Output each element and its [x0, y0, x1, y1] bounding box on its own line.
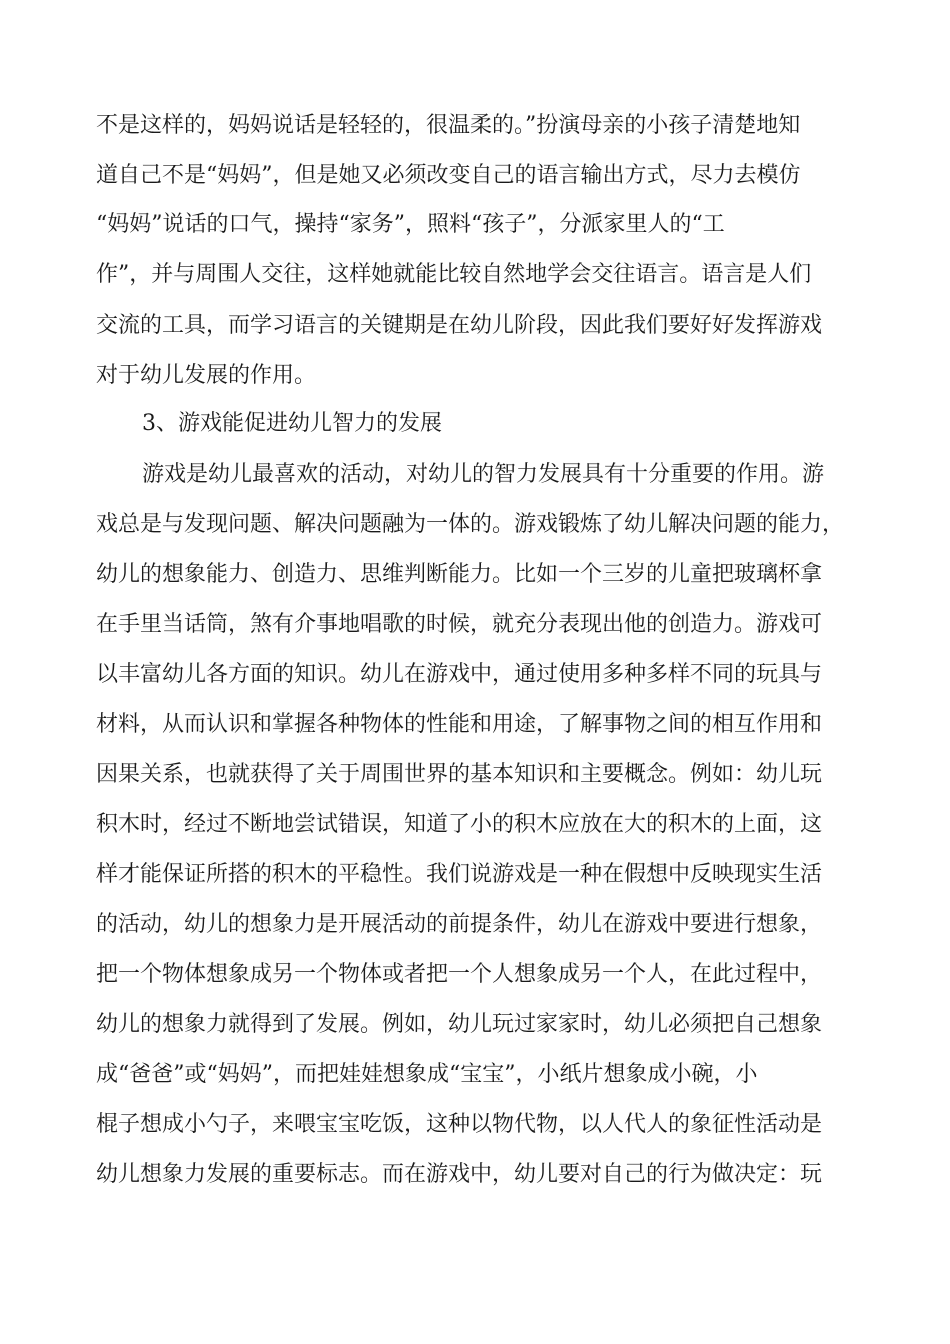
paragraph-2-line-12: 幼儿的想象力就得到了发展。例如，幼儿玩过家家时，幼儿必须把自己想象	[96, 1012, 823, 1037]
paragraph-2-line-9: 样才能保证所搭的积木的平稳性。我们说游戏是一种在假想中反映现实生活	[96, 862, 823, 887]
paragraph-1-line-6: 对于幼儿发展的作用。	[96, 363, 317, 388]
paragraph-1-line-4: 作”，并与周围人交往，这样她就能比较自然地学会交往语言。语言是人们	[96, 262, 812, 287]
paragraph-1-line-5: 交流的工具，而学习语言的关键期是在幼儿阶段，因此我们要好好发挥游戏	[96, 313, 823, 338]
paragraph-2-line-6: 材料，从而认识和掌握各种物体的性能和用途，了解事物之间的相互作用和	[96, 712, 823, 737]
paragraph-2-line-5: 以丰富幼儿各方面的知识。幼儿在游戏中，通过使用多种多样不同的玩具与	[96, 662, 823, 687]
paragraph-2-line-14: 棍子想成小勺子，来喂宝宝吃饭，这种以物代物，以人代人的象征性活动是	[96, 1112, 823, 1137]
paragraph-2-line-15: 幼儿想象力发展的重要标志。而在游戏中，幼儿要对自己的行为做决定：玩	[96, 1162, 823, 1187]
section-heading: 3、游戏能促进幼儿智力的发展	[142, 411, 442, 436]
paragraph-1-line-3: “妈妈”说话的口气，操持“家务”，照料“孩子”，分派家里人的“工	[96, 212, 725, 237]
paragraph-2-line-3: 幼儿的想象能力、创造力、思维判断能力。比如一个三岁的儿童把玻璃杯拿	[96, 562, 823, 587]
paragraph-1-line-1: 不是这样的，妈妈说话是轻轻的，很温柔的。”扮演母亲的小孩子清楚地知	[96, 113, 801, 138]
paragraph-2-line-10: 的活动，幼儿的想象力是开展活动的前提条件，幼儿在游戏中要进行想象，	[96, 912, 823, 937]
paragraph-2-line-4: 在手里当话筒，煞有介事地唱歌的时候，就充分表现出他的创造力。游戏可	[96, 612, 823, 637]
paragraph-2-line-7: 因果关系，也就获得了关于周围世界的基本知识和主要概念。例如：幼儿玩	[96, 762, 823, 787]
paragraph-2-line-11: 把一个物体想象成另一个物体或者把一个人想象成另一个人，在此过程中，	[96, 962, 823, 987]
paragraph-2-line-13: 成“爸爸”或“妈妈”，而把娃娃想象成“宝宝”，小纸片想象成小碗，小	[96, 1062, 758, 1087]
paragraph-1-line-2: 道自己不是“妈妈”，但是她又必须改变自己的语言输出方式，尽力去模仿	[96, 163, 801, 188]
paragraph-2-line-2: 戏总是与发现问题、解决问题融为一体的。游戏锻炼了幼儿解决问题的能力，	[96, 512, 845, 537]
paragraph-2-line-1: 游戏是幼儿最喜欢的活动，对幼儿的智力发展具有十分重要的作用。游	[142, 462, 825, 487]
paragraph-2-line-8: 积木时，经过不断地尝试错误，知道了小的积木应放在大的积木的上面，这	[96, 812, 823, 837]
